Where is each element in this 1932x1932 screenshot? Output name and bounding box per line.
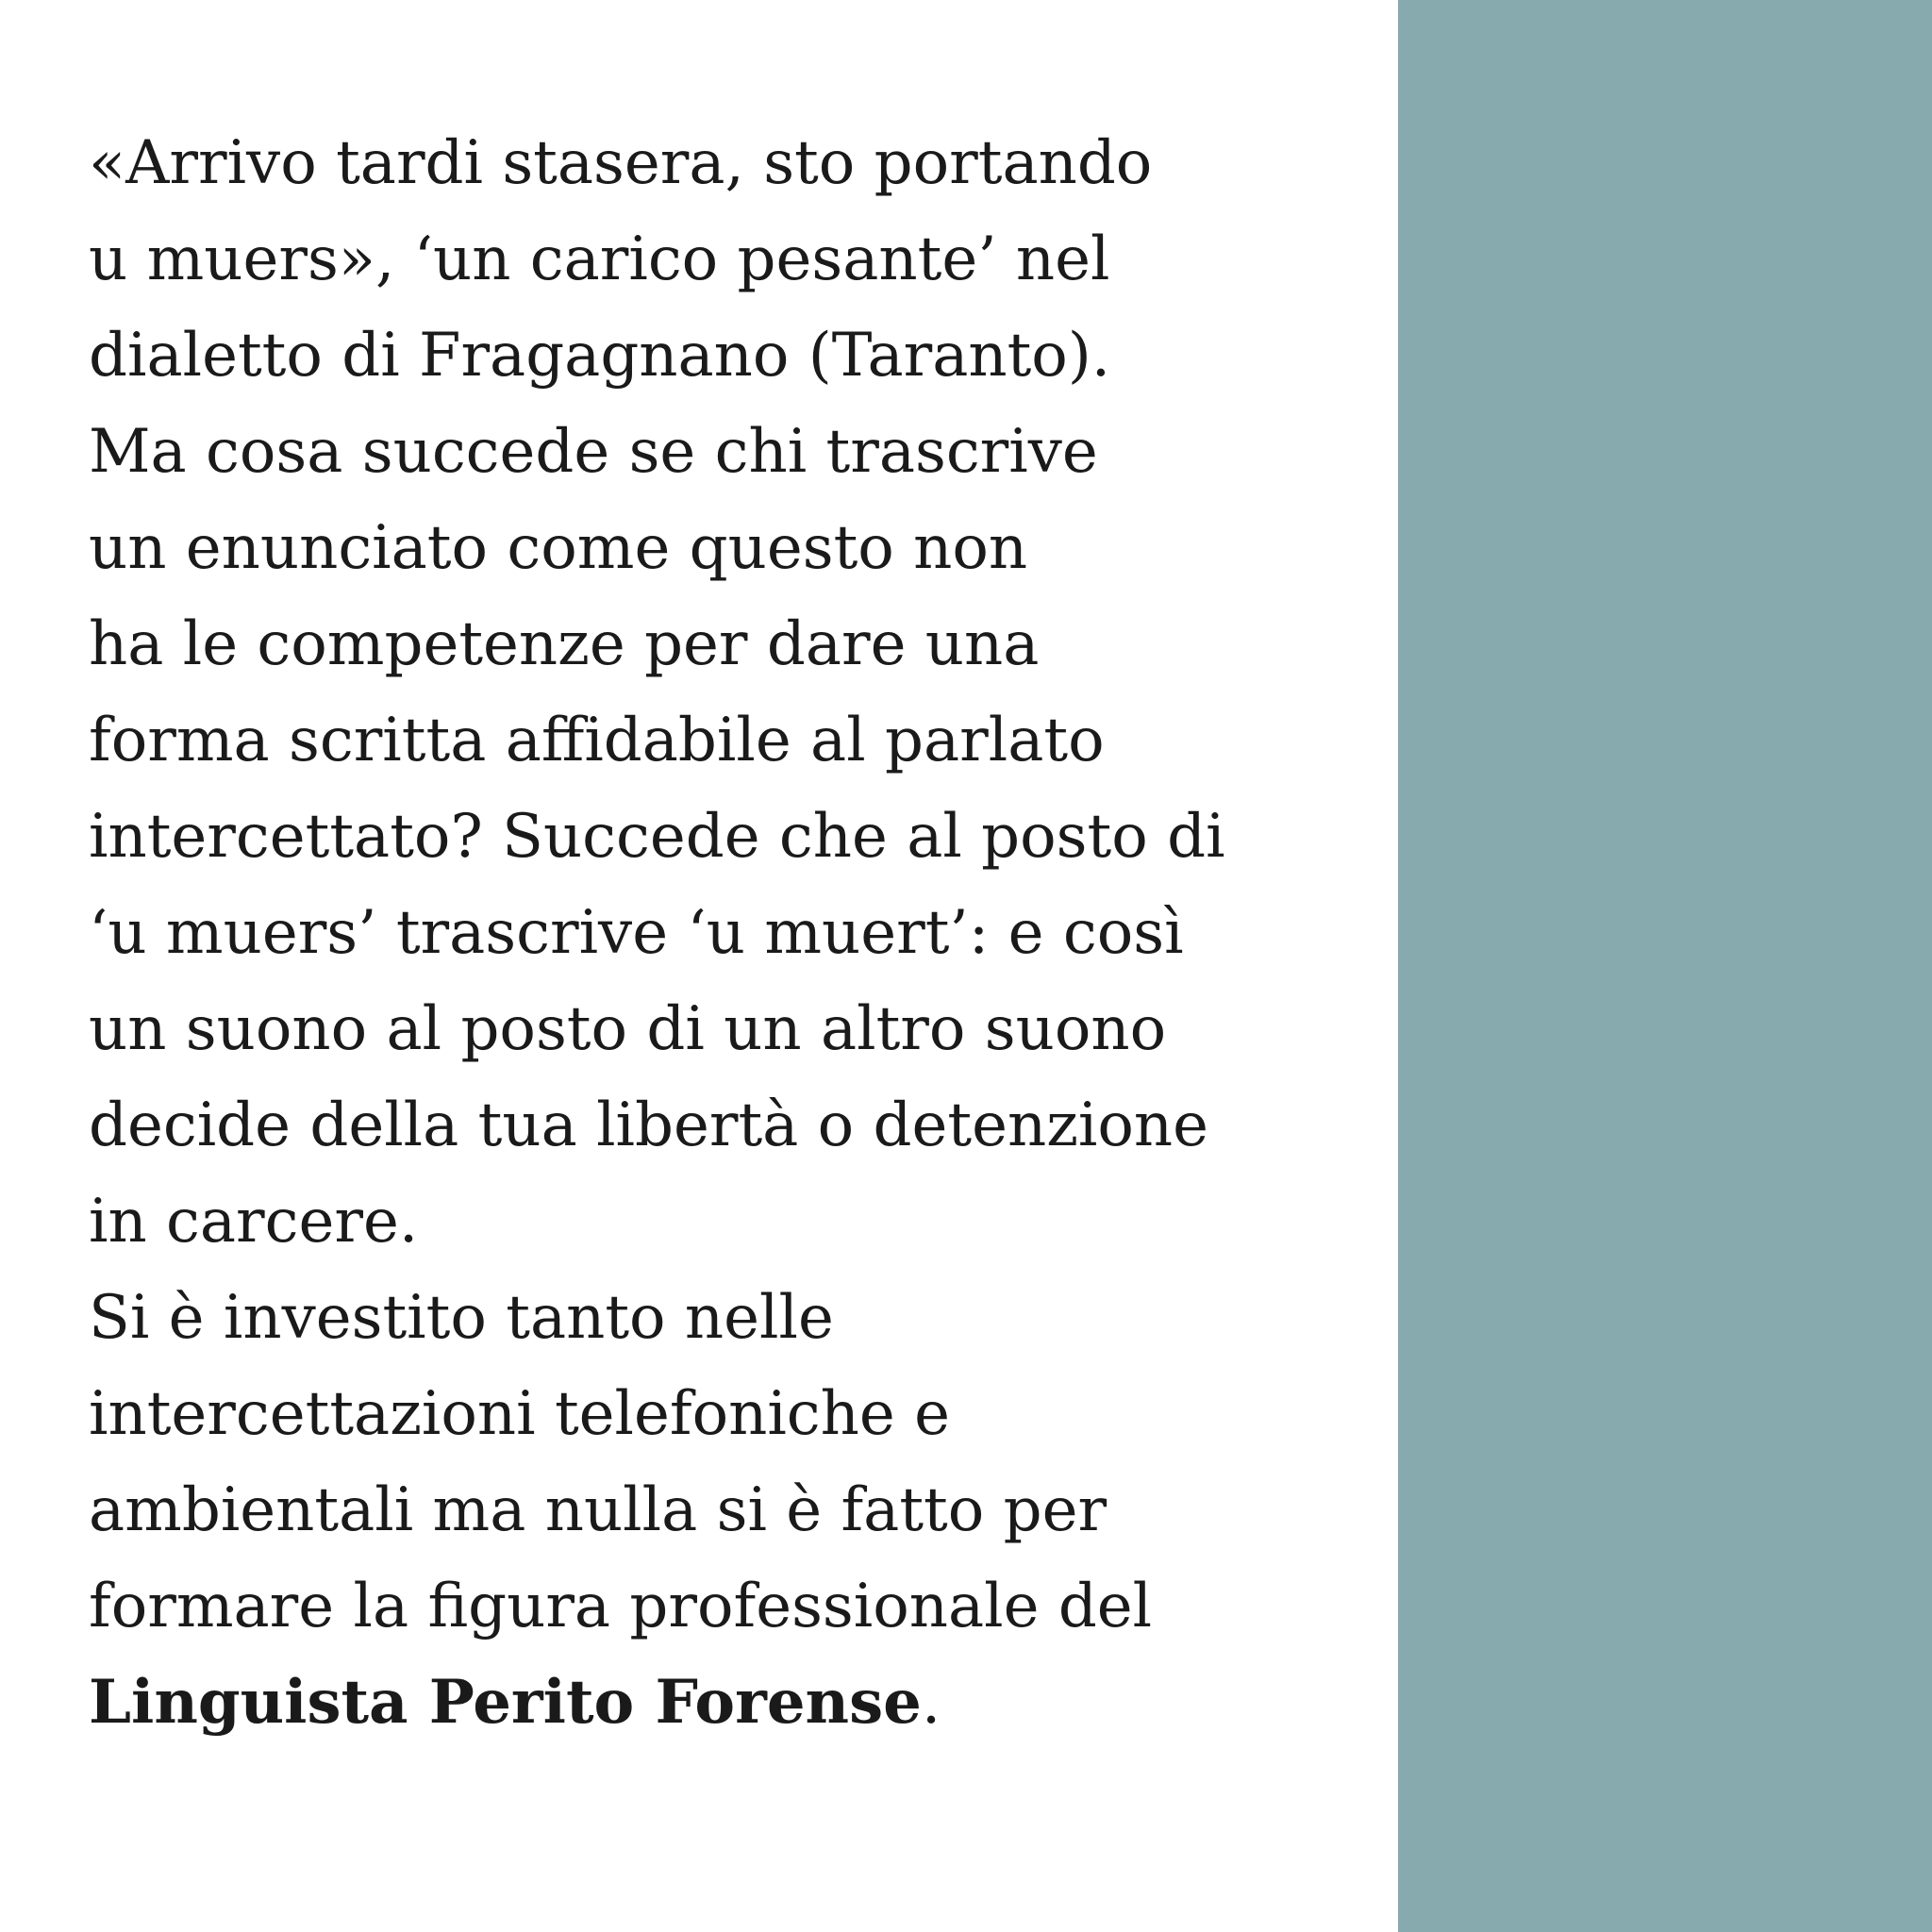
text-line: in carcere. bbox=[89, 1187, 419, 1257]
text-line: intercettato? Succede che al posto di bbox=[89, 802, 1225, 872]
text-line: decide della tua libertà o detenzione bbox=[89, 1091, 1208, 1160]
text-line: forma scritta affidabile al parlato bbox=[89, 706, 1105, 775]
text-line: formare la figura professionale del bbox=[89, 1572, 1153, 1641]
text-line: Ma cosa succede se chi trascrive bbox=[89, 417, 1098, 487]
text-line: u muers», ‘un carico pesante’ nel bbox=[89, 225, 1110, 294]
text-line: ‘u muers’ trascrive ‘u muert’: e così bbox=[89, 898, 1184, 968]
text-line: Si è investito tanto nelle bbox=[89, 1283, 834, 1353]
text-line: un suono al posto di un altro suono bbox=[89, 994, 1167, 1064]
text-line: «Arrivo tardi stasera, sto portando bbox=[89, 128, 1153, 198]
final-line bbox=[89, 1655, 1391, 1751]
final-period: . bbox=[921, 1668, 941, 1738]
side-color-panel bbox=[1398, 0, 1932, 1932]
text-line: un enunciato come questo non bbox=[89, 513, 1028, 583]
body-text bbox=[89, 115, 1391, 1751]
text-line: ambientali ma nulla si è fatto per bbox=[89, 1475, 1108, 1545]
text-line: dialetto di Fragagnano (Taranto). bbox=[89, 321, 1111, 391]
text-line: intercettazioni telefoniche e bbox=[89, 1379, 950, 1449]
bold-term: Linguista Perito Forense bbox=[89, 1667, 922, 1738]
text-line: ha le competenze per dare una bbox=[89, 609, 1040, 679]
